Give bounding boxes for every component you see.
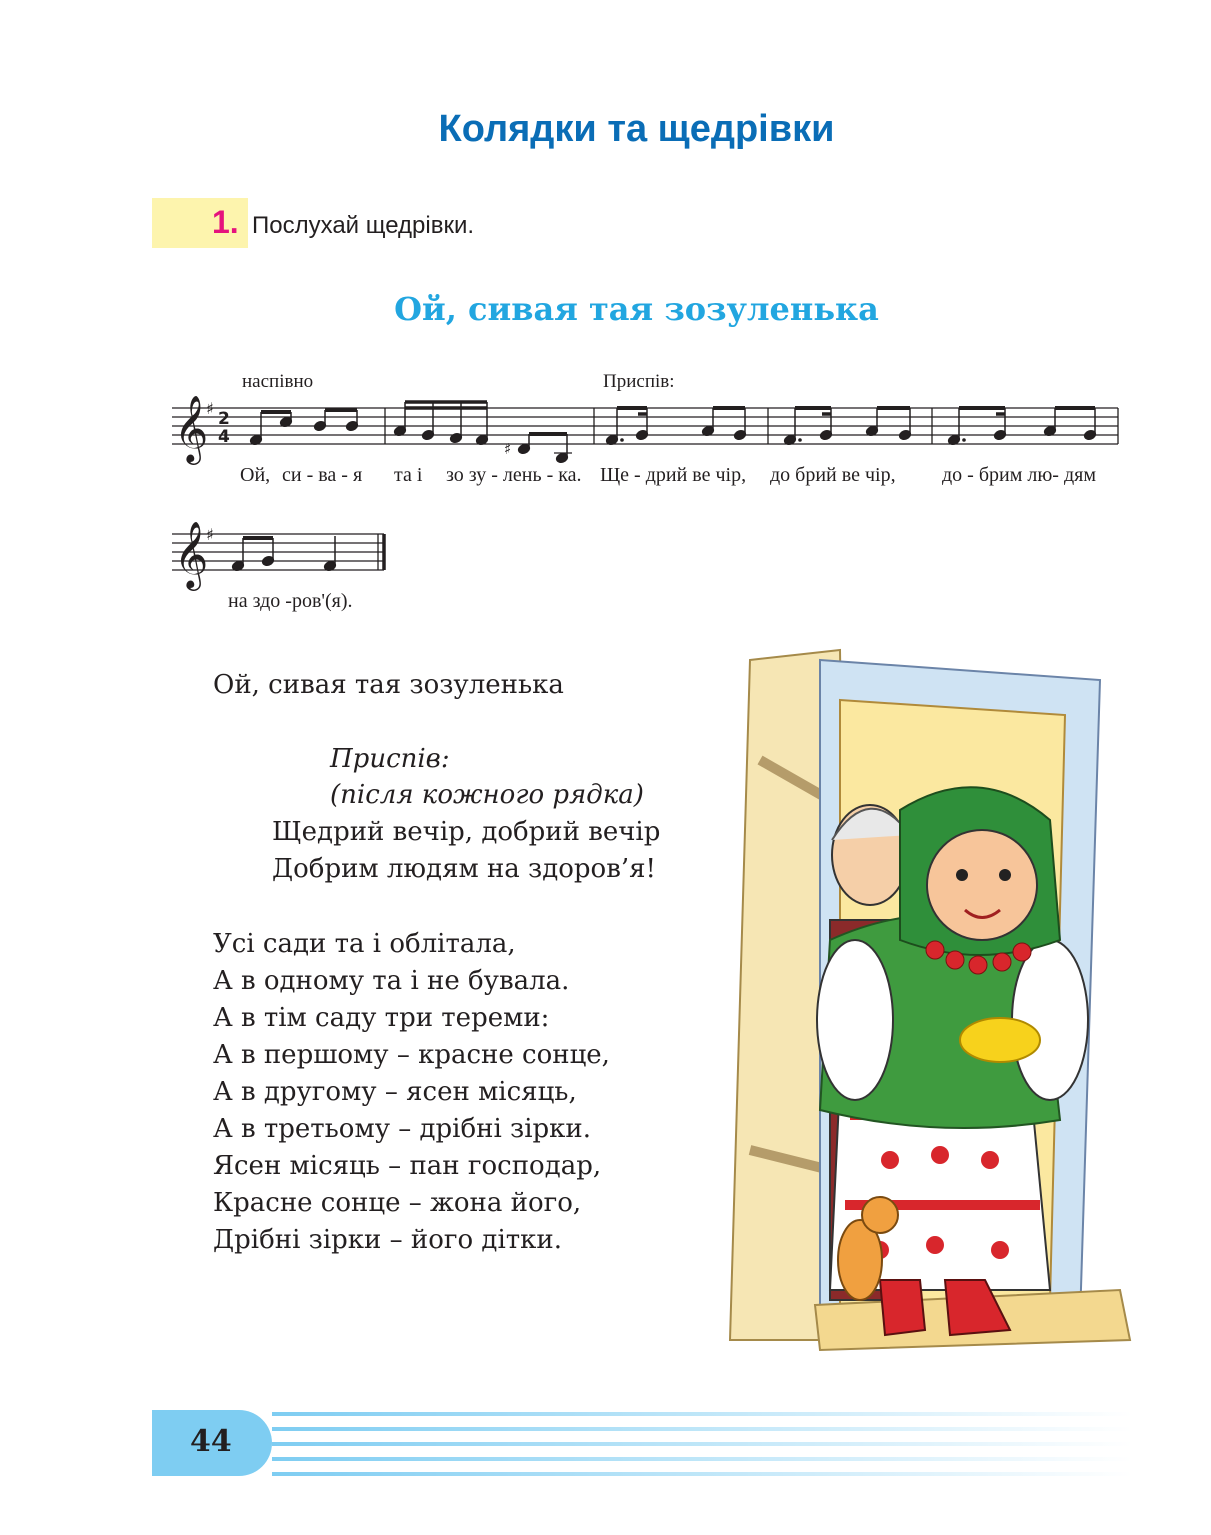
key-sharp-icon: ♯	[206, 399, 214, 418]
score-lyric: до - брим лю- дям	[942, 464, 1096, 486]
page-number: 44	[190, 1424, 232, 1459]
score-lyric: Ще - дрий ве чір,	[600, 464, 747, 486]
verse-line: Ясен місяць – пан господар,	[213, 1151, 602, 1181]
page-heading: Колядки та щедрівки	[438, 108, 835, 150]
svg-text:𝄞: 𝄞	[174, 394, 209, 462]
verse-line: Дрібні зірки – його дітки.	[213, 1225, 562, 1255]
verse-line: А в третьому – дрібні зірки.	[213, 1114, 592, 1144]
key-sharp-icon: ♯	[206, 525, 214, 544]
verse-line: А в другому – ясен місяць,	[213, 1077, 577, 1107]
score-lyric: та і	[394, 464, 423, 486]
treble-clef-icon	[174, 394, 208, 465]
score-lyric: до брий ве чір,	[770, 464, 896, 486]
treble-clef-icon: 𝄞	[174, 520, 209, 588]
refrain-marking: Приспів:	[603, 371, 675, 392]
verse-line: А в першому – красне сонце,	[213, 1040, 610, 1070]
refrain-line: Добрим людям на здоров’я!	[272, 854, 656, 884]
task-number: 1.	[212, 204, 239, 240]
time-signature-top: 2	[218, 409, 230, 429]
tempo-marking: наспівно	[242, 371, 314, 392]
verse-line: А в одному та і не бувала.	[213, 966, 570, 996]
verse-line: Усі сади та і облітала,	[213, 929, 516, 959]
svg-text:♯: ♯	[504, 440, 512, 458]
song-title: Ой, сивая тая зозуленька	[394, 290, 879, 328]
score-lyric: на здо -ров'(я).	[228, 590, 353, 612]
score-lyric: зо зу - лень - ка.	[446, 464, 582, 486]
refrain-label: Приспів:	[330, 744, 450, 774]
refrain-line: Щедрий вечір, добрий вечір	[272, 817, 661, 847]
verse-line: Красне сонце – жона його,	[213, 1188, 582, 1218]
verse-line: А в тім саду три тереми:	[213, 1003, 550, 1033]
carolers-illustration	[720, 640, 1140, 1380]
score-lyric: си - ва - я	[282, 464, 363, 486]
footer-lines	[272, 1410, 1132, 1480]
verse-first-line: Ой, сивая тая зозуленька	[213, 670, 564, 700]
time-signature-bottom: 4	[218, 427, 230, 447]
task-instruction: Послухай щедрівки.	[252, 212, 475, 239]
music-score	[0, 0, 1211, 640]
score-lyric: Ой,	[240, 464, 271, 486]
refrain-note: (після кожного рядка)	[330, 780, 644, 810]
